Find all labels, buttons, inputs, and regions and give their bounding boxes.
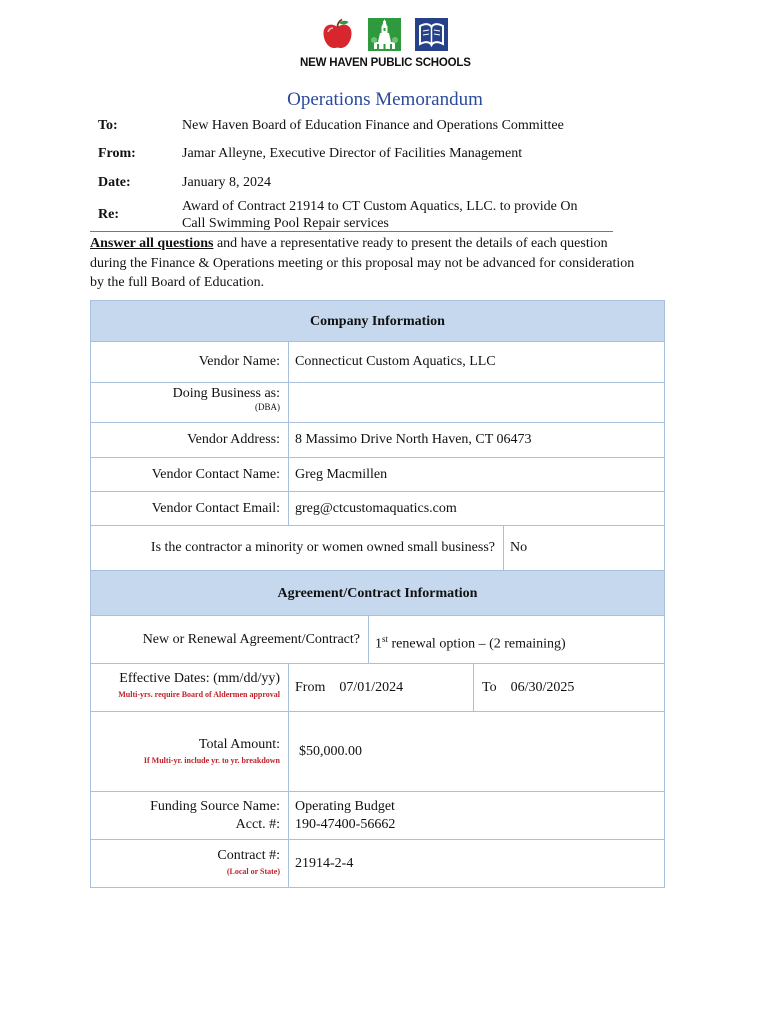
contact-name-row xyxy=(90,457,665,492)
minority-label: Is the contractor a minority or women owned small business? xyxy=(150,540,495,555)
contract-number-row xyxy=(90,839,665,888)
effective-dates-label: Effective Dates: (mm/dd/yy) xyxy=(119,671,280,686)
re-value xyxy=(182,198,577,232)
funding-source-value: Operating Budget xyxy=(295,799,395,814)
memo-title: Operations Memorandum xyxy=(287,89,483,110)
total-amount-value: $50,000.00 xyxy=(299,744,362,759)
contact-email-row xyxy=(90,491,665,526)
total-amount-label: Total Amount: xyxy=(198,737,280,752)
minority-row xyxy=(90,525,665,571)
company-info-heading: Company Information xyxy=(90,300,665,342)
account-number-label: Acct. #: xyxy=(235,817,280,832)
book-logo-icon xyxy=(415,18,448,51)
re-line-1: Award of Contract 21914 to CT Custom Aquatics, LLC. to provide On xyxy=(182,199,578,214)
dba-sub-label: (DBA) xyxy=(255,402,280,412)
agreement-info-heading: Agreement/Contract Information xyxy=(90,570,665,616)
contact-name-value: Greg Macmillen xyxy=(295,467,388,482)
re-divider xyxy=(90,231,613,232)
funding-label-cell xyxy=(91,792,288,839)
re-label: Re: xyxy=(98,207,119,222)
total-amount-label-cell xyxy=(91,712,288,791)
instructions-emphasis: Answer all questions xyxy=(90,236,214,251)
to-value: New Haven Board of Education Finance and Operations Committee xyxy=(182,118,564,133)
vendor-name-label: Vendor Name: xyxy=(198,354,280,369)
account-number-value: 190-47400-56662 xyxy=(295,817,396,832)
renewal-label: New or Renewal Agreement/Contract? xyxy=(142,632,360,647)
renewal-number: 1 xyxy=(375,636,382,652)
date-label: Date: xyxy=(98,175,131,190)
contract-number-value: 21914-2-4 xyxy=(295,856,354,871)
dba-label-cell xyxy=(91,383,288,422)
from-label: From: xyxy=(98,146,136,161)
contract-number-label-cell xyxy=(91,840,288,887)
contact-email-label: Vendor Contact Email: xyxy=(151,501,280,516)
minority-value: No xyxy=(510,540,528,555)
instructions-paragraph xyxy=(90,234,690,293)
dba-label: Doing Business as: xyxy=(172,386,280,401)
effective-dates-note: Multi-yrs. require Board of Aldermen approval xyxy=(118,690,280,699)
contact-email-value: greg@ctcustomaquatics.com xyxy=(295,501,457,516)
contract-number-note: (Local or State) xyxy=(226,867,280,876)
re-line-2: Call Swimming Pool Repair services xyxy=(182,216,389,231)
renewal-ordinal: st xyxy=(382,634,389,644)
vendor-address-value: 8 Massimo Drive North Haven, CT 06473 xyxy=(295,432,532,447)
funding-value-cell xyxy=(289,792,664,839)
to-date-cell xyxy=(474,664,664,711)
dba-value xyxy=(289,383,664,422)
date-value: January 8, 2024 xyxy=(182,175,272,190)
funding-row xyxy=(90,791,665,840)
effective-dates-row xyxy=(90,663,665,712)
from-date-value: 07/01/2024 xyxy=(339,680,404,695)
apple-logo-icon xyxy=(321,18,354,51)
renewal-row xyxy=(90,615,665,664)
contact-name-label: Vendor Contact Name: xyxy=(151,467,280,482)
from-date-label: From xyxy=(295,680,326,695)
renewal-value xyxy=(369,616,664,663)
total-amount-row xyxy=(90,711,665,792)
renewal-text: renewal option – (2 remaining) xyxy=(388,636,566,652)
instructions-line-3: by the full Board of Education. xyxy=(90,275,265,290)
vendor-name-row xyxy=(90,341,665,383)
instructions-line-1: and have a representative ready to present the details of each question xyxy=(213,236,608,251)
from-value: Jamar Alleyne, Executive Director of Facilities Management xyxy=(182,146,523,161)
instructions-line-2: during the Finance & Operations meeting or this proposal may not be advanced for consideration xyxy=(90,255,635,271)
effective-dates-label-cell xyxy=(91,664,288,711)
vendor-address-label: Vendor Address: xyxy=(187,432,280,447)
tower-logo-icon xyxy=(368,18,401,51)
total-amount-note: If Multi-yr. include yr. to yr. breakdown xyxy=(143,756,280,765)
to-label: To: xyxy=(98,118,118,133)
funding-source-label: Funding Source Name: xyxy=(150,799,280,814)
vendor-address-row xyxy=(90,422,665,458)
nhps-logo xyxy=(300,18,470,74)
contract-number-label: Contract #: xyxy=(217,848,280,863)
dba-row xyxy=(90,382,665,423)
to-date-value: 06/30/2025 xyxy=(510,680,575,695)
logo-text: NEW HAVEN PUBLIC SCHOOLS xyxy=(300,57,471,69)
to-date-label: To xyxy=(482,680,497,695)
from-date-cell xyxy=(289,664,473,711)
vendor-name-value: Connecticut Custom Aquatics, LLC xyxy=(295,354,496,369)
